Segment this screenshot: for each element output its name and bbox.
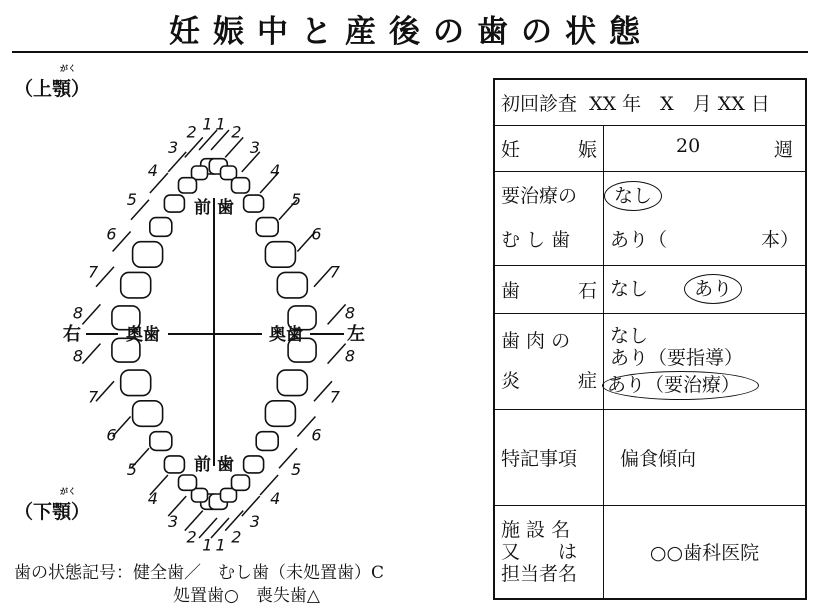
upper-slash-left-8 xyxy=(328,304,346,324)
upper-tooth-number-right-3: 3 xyxy=(168,138,179,158)
pregnancy-unit: 週 xyxy=(773,138,793,161)
upper-tooth-right-7 xyxy=(121,272,151,298)
tartar-label-b: 石 xyxy=(577,279,597,302)
upper-slash-right-8 xyxy=(82,304,100,324)
front-teeth-label-upper: 前 歯 xyxy=(194,198,234,218)
gum-guidance: あり（要指導） xyxy=(610,347,744,369)
lower-tooth-number-left-2: 2 xyxy=(231,527,242,547)
lower-tooth-right-7 xyxy=(121,370,151,396)
lower-tooth-number-left-5: 5 xyxy=(291,460,302,479)
lower-tooth-right-5 xyxy=(150,432,172,451)
upper-tooth-left-4 xyxy=(244,195,264,212)
exam-label: 初回診査 xyxy=(501,92,578,115)
lower-slash-right-8 xyxy=(82,344,100,364)
lower-tooth-number-left-6: 6 xyxy=(311,425,322,445)
upper-tooth-right-5 xyxy=(150,218,172,237)
upper-tooth-number-left-7: 7 xyxy=(329,262,340,282)
pregnancy-row xyxy=(494,125,806,171)
upper-tooth-number-left-2: 2 xyxy=(231,122,242,142)
cavity-row xyxy=(494,171,806,265)
lower-tooth-number-right-4: 4 xyxy=(147,489,158,509)
lower-jaw-label: （下顎） xyxy=(14,501,91,523)
right-side-label: 右 xyxy=(63,324,81,345)
lower-tooth-left-7 xyxy=(277,370,307,396)
lower-tooth-number-right-8: 8 xyxy=(72,346,84,366)
page-title: 妊娠中と産後の歯の状態 xyxy=(169,14,653,50)
lower-tooth-number-left-8: 8 xyxy=(344,346,356,366)
lower-tooth-left-3 xyxy=(232,475,250,490)
gum-row xyxy=(494,313,806,409)
lower-tooth-left-4 xyxy=(244,456,264,473)
lower-slash-right-7 xyxy=(96,381,114,401)
upper-tooth-number-left-1: 1 xyxy=(215,114,226,134)
upper-tooth-number-right-6: 6 xyxy=(106,224,117,244)
gum-label-2a: 炎 xyxy=(501,370,521,392)
upper-jaw-label: （上顎） xyxy=(14,78,91,100)
lower-tooth-right-4 xyxy=(164,456,184,473)
upper-tooth-number-left-5: 5 xyxy=(291,190,302,209)
facility-label-1: 施 設 名 xyxy=(501,518,571,541)
tartar-present-circled: あり xyxy=(684,274,742,304)
facility-label-2: 又 は xyxy=(501,540,578,563)
lower-tooth-right-6 xyxy=(133,401,163,427)
lower-tooth-number-left-4: 4 xyxy=(270,489,281,509)
cavity-present: あり（ xyxy=(610,229,668,251)
lower-tooth-number-right-7: 7 xyxy=(88,387,99,407)
left-side-label: 左 xyxy=(347,324,365,345)
pregnancy-weeks: 20 xyxy=(676,134,701,157)
lower-tooth-number-left-1: 1 xyxy=(215,535,226,555)
lower-tooth-left-5 xyxy=(256,432,278,451)
tartar-label-a: 歯 xyxy=(501,279,521,302)
pregnancy-label-b: 娠 xyxy=(577,138,597,161)
lower-tooth-number-right-3: 3 xyxy=(168,511,179,531)
facility-row xyxy=(494,505,806,599)
dental-record-table xyxy=(493,78,807,600)
cavity-none-circled: なし xyxy=(604,181,662,211)
exam-date-row xyxy=(494,79,806,125)
cavity-label-2: む し 歯 xyxy=(501,229,571,251)
upper-tooth-number-left-3: 3 xyxy=(249,138,260,158)
front-teeth-label-lower: 前 歯 xyxy=(194,455,234,475)
upper-tooth-left-6 xyxy=(265,242,295,268)
upper-tooth-number-left-8: 8 xyxy=(344,303,356,323)
lower-tooth-number-right-5: 5 xyxy=(126,460,137,479)
lower-tooth-left-6 xyxy=(265,401,295,427)
gum-treatment-circled: あり（要治療） xyxy=(602,371,759,400)
gum-label-2b: 症 xyxy=(577,370,597,392)
notes-row xyxy=(494,409,806,505)
upper-jaw-ruby: がく xyxy=(60,64,76,73)
pregnancy-label-a: 妊 xyxy=(501,138,521,161)
upper-tooth-left-7 xyxy=(277,272,307,298)
exam-date-value: XX 年 X 月 XX 日 xyxy=(589,92,770,115)
notes-value: 偏食傾向 xyxy=(604,409,807,505)
cavity-count-unit: 本） xyxy=(760,229,799,251)
upper-tooth-number-right-8: 8 xyxy=(72,303,84,323)
lower-tooth-number-left-3: 3 xyxy=(249,511,260,531)
gum-none: なし xyxy=(610,325,649,347)
upper-tooth-left-3 xyxy=(232,178,250,193)
upper-tooth-right-4 xyxy=(164,195,184,212)
upper-tooth-number-right-7: 7 xyxy=(88,262,99,282)
upper-tooth-right-6 xyxy=(133,242,163,268)
cavity-label-1: 要治療の xyxy=(501,185,578,207)
legend-line-1: 歯の状態記号：健全歯／ むし歯（未処置歯）C xyxy=(14,563,385,583)
facility-label-3: 担当者名 xyxy=(501,562,578,585)
upper-tooth-left-5 xyxy=(256,218,278,237)
tartar-none: なし xyxy=(610,278,649,300)
upper-slash-right-7 xyxy=(96,267,114,287)
upper-tooth-right-3 xyxy=(179,178,197,193)
legend-line-2: 処置歯○ 喪失歯△ xyxy=(173,586,320,606)
lower-tooth-right-3 xyxy=(179,475,197,490)
notes-label: 特記事項 xyxy=(494,409,604,505)
back-teeth-label-left: 奥歯 xyxy=(269,325,303,345)
gum-label-1: 歯 肉 の xyxy=(501,330,571,352)
lower-tooth-number-right-1: 1 xyxy=(202,535,213,555)
lower-tooth-number-right-2: 2 xyxy=(186,527,197,547)
upper-tooth-number-right-5: 5 xyxy=(126,190,137,209)
back-teeth-label-right: 奥歯 xyxy=(126,325,160,345)
tartar-row xyxy=(494,265,806,313)
lower-slash-left-8 xyxy=(328,344,346,364)
upper-tooth-number-right-1: 1 xyxy=(202,114,213,134)
upper-tooth-number-right-4: 4 xyxy=(147,160,158,180)
lower-jaw-ruby: がく xyxy=(60,487,76,496)
upper-tooth-number-right-2: 2 xyxy=(186,122,197,142)
facility-value: ○○歯科医院 xyxy=(604,505,807,599)
lower-tooth-number-left-7: 7 xyxy=(329,387,340,407)
upper-tooth-number-left-6: 6 xyxy=(311,224,322,244)
upper-tooth-number-left-4: 4 xyxy=(270,160,281,180)
lower-tooth-number-right-6: 6 xyxy=(106,425,117,445)
